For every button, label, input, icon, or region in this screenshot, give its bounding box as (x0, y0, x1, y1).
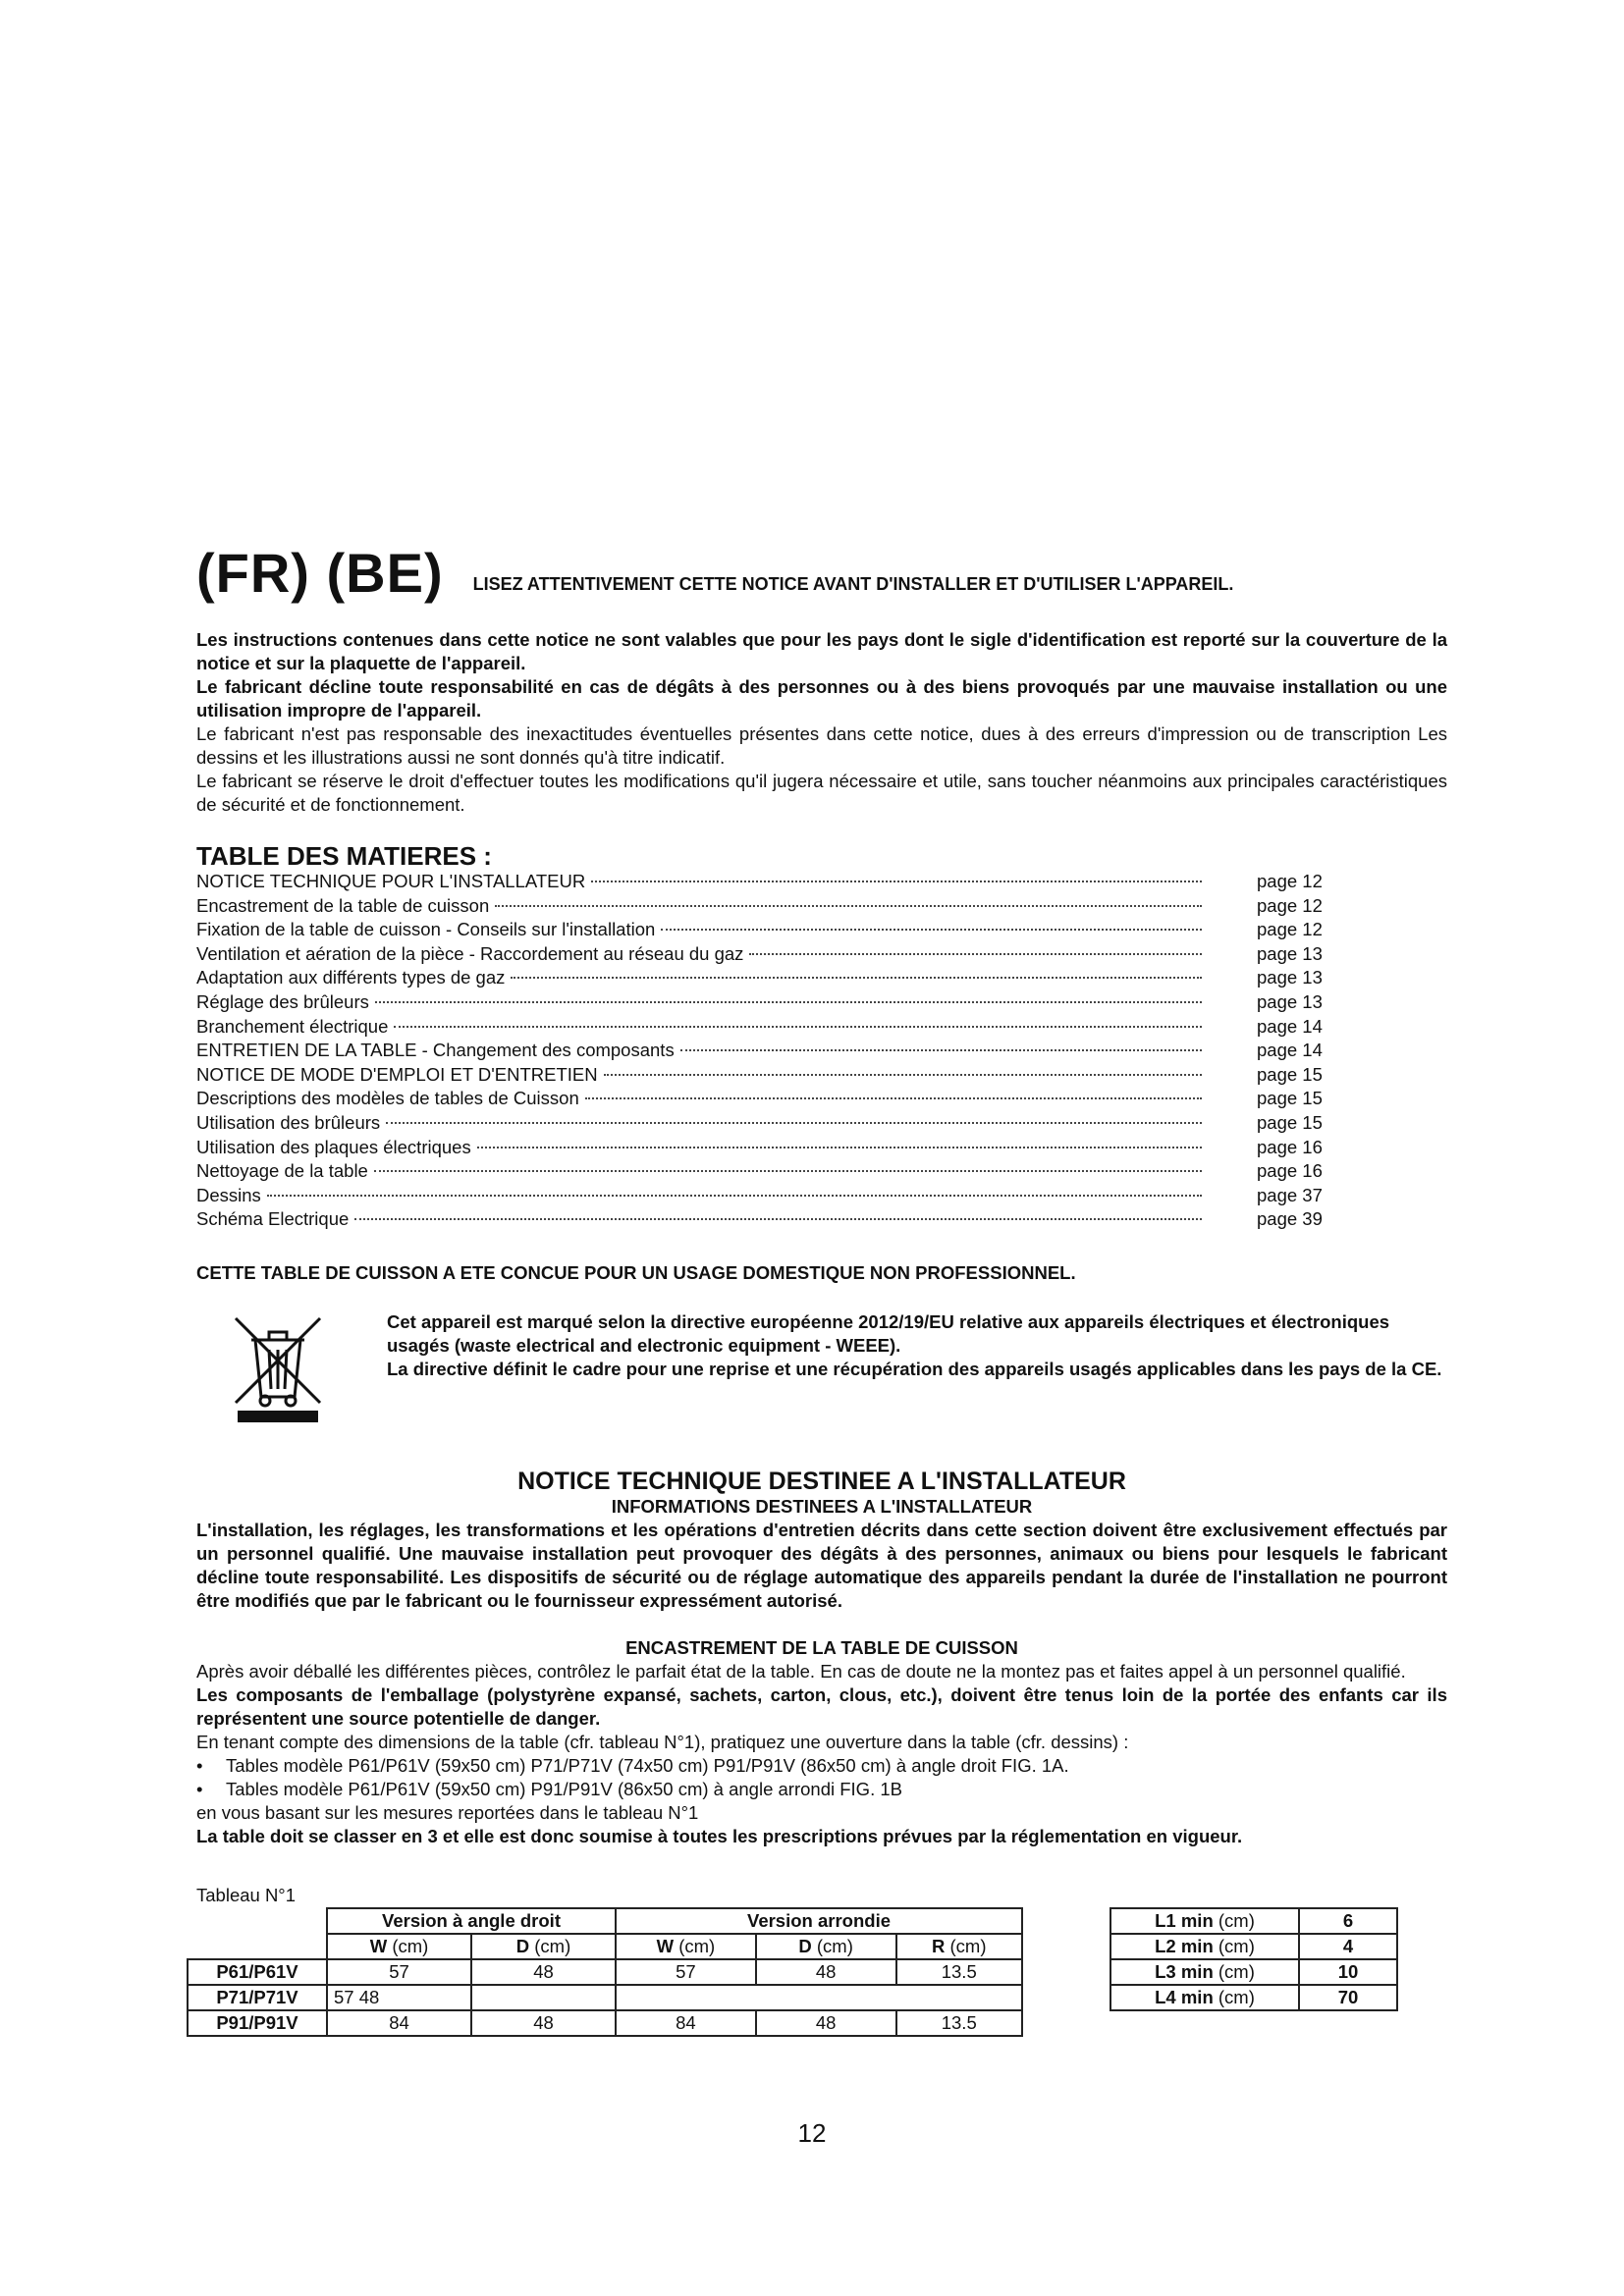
toc-label: ENTRETIEN DE LA TABLE - Changement des composants (196, 1040, 675, 1061)
toc-row (196, 870, 1375, 894)
table-caption: Tableau N°1 (196, 1884, 296, 1905)
minimum-distances-table (1110, 1907, 1398, 2011)
opening-instructions: En tenant compte des dimensions de la table (cfr. tableau N°1), pratiquez une ouverture dans la table (cfr. dessins) : (196, 1731, 1129, 1752)
weee-section (196, 1310, 1447, 1428)
toc-leader-dots (585, 1097, 1202, 1099)
toc-label: Nettoyage de la table (196, 1160, 368, 1182)
table-cell: L3 min (cm) (1110, 1959, 1299, 1985)
page-number: 12 (797, 2118, 827, 2148)
read-carefully-warning: LISEZ ATTENTIVEMENT CETTE NOTICE AVANT D'INSTALLER ET D'UTILISER L'APPAREIL. (472, 574, 1234, 594)
table-row (1110, 1908, 1397, 1934)
toc-leader-dots (386, 1122, 1202, 1124)
table-cell: 70 (1299, 1985, 1397, 2010)
table-cell: L4 min (cm) (1110, 1985, 1299, 2010)
toc-label: Ventilation et aération de la pièce - Raccordement au réseau du gaz (196, 942, 744, 964)
column-header: D (cm) (471, 1934, 616, 1959)
toc-leader-dots (354, 1218, 1202, 1220)
table-cell: 48 (756, 2010, 896, 2036)
toc-leader-dots (267, 1195, 1202, 1197)
toc-label: NOTICE DE MODE D'EMPLOI ET D'ENTRETIEN (196, 1063, 598, 1085)
weee-text (387, 1310, 1447, 1428)
encastrement-title: ENCASTREMENT DE LA TABLE DE CUISSON (625, 1636, 1018, 1658)
toc-row (196, 1087, 1375, 1111)
toc-leader-dots (591, 881, 1202, 882)
intro-inaccuracies: Le fabricant n'est pas responsable des inexactitudes éventuelles présentes dans cette notice, dues à des erreurs d'impression ou de transcription Les dessins et les illustrations aussi ne sont donnés qu'à titre indicatif. (196, 723, 1447, 768)
toc-leader-dots (495, 905, 1202, 907)
group-right-angle: Version à angle droit (327, 1908, 616, 1934)
toc-page: page 12 (1257, 894, 1323, 916)
toc-page: page 16 (1257, 1160, 1323, 1182)
toc-row (196, 966, 1375, 990)
dimensions-table (187, 1907, 1023, 2037)
table-cell: 48 (756, 1959, 896, 1985)
table-cell: L2 min (cm) (1110, 1934, 1299, 1959)
toc-label: Dessins (196, 1184, 261, 1205)
toc-label: Adaptation aux différents types de gaz (196, 967, 506, 988)
weee-bin-icon (226, 1310, 344, 1428)
table-row (188, 2010, 1022, 2036)
column-header: W (cm) (616, 1934, 756, 1959)
class-notice: La table doit se classer en 3 et elle est donc soumise à toutes les prescriptions prévues par la réglementation en vigueur. (196, 1825, 1243, 1846)
installer-section-title: NOTICE TECHNIQUE DESTINEE A L'INSTALLATEUR (517, 1467, 1126, 1495)
column-header: D (cm) (756, 1934, 896, 1959)
toc-row (196, 990, 1375, 1015)
model-list (196, 1754, 1447, 1801)
weee-directive: Cet appareil est marqué selon la directive européenne 2012/19/EU relative aux appareils électriques et électroniques usagés (waste electrical and electronic equipment - WEEE). (387, 1310, 1390, 1356)
table-cell: 10 (1299, 1959, 1397, 1985)
table-row (188, 1959, 1022, 1985)
table-cell: L1 min (cm) (1110, 1908, 1299, 1934)
toc-row (196, 1159, 1375, 1184)
encastrement-check: Après avoir déballé les différentes pièces, contrôlez le parfait état de la table. En cas de doute ne la montez pas et faites appel à un personnel qualifié. (196, 1660, 1406, 1682)
list-item: • Tables modèle P61/P61V (59x50 cm) P91/P91V (86x50 cm) à angle arrondi FIG. 1B (196, 1778, 1447, 1801)
toc-page: page 12 (1257, 871, 1323, 891)
table-row (188, 1908, 1022, 1934)
table-row (1110, 1934, 1397, 1959)
table-cell: 84 (616, 2010, 756, 2036)
language-codes: (FR) (BE) (196, 542, 444, 604)
column-header: R (cm) (896, 1934, 1023, 1959)
table-row (188, 1985, 1022, 2010)
intro-modifications: Le fabricant se réserve le droit d'effectuer toutes les modifications qu'il jugera nécessaire et utile, sans toucher néanmoins aux principales caractéristiques de sécurité et de fonctionnement. (196, 771, 1447, 815)
document-page (196, 542, 1447, 2055)
list-item: • Tables modèle P61/P61V (59x50 cm) P71/P71V (74x50 cm) P91/P91V (86x50 cm) à angle droit FIG. 1A. (196, 1754, 1447, 1778)
column-header: W (cm) (327, 1934, 471, 1959)
toc-leader-dots (511, 977, 1202, 979)
measures-note: en vous basant sur les mesures reportées dans le tableau N°1 (196, 1801, 699, 1823)
packaging-warning: Les composants de l'emballage (polystyrène expansé, sachets, carton, clous, etc.), doivent être tenus loin de la portée des enfants car ils représentent une source potentielle de danger. (196, 1683, 1447, 1729)
toc-row (196, 1111, 1375, 1136)
table-cell: 48 (471, 2010, 616, 2036)
toc-page: page 13 (1257, 942, 1323, 964)
table-cell: 84 (327, 2010, 471, 2036)
row-model: P91/P91V (188, 2010, 327, 2036)
toc-row (196, 1015, 1375, 1040)
toc-label: Fixation de la table de cuisson - Conseils sur l'installation (196, 919, 656, 940)
toc-row (196, 1039, 1375, 1063)
toc-leader-dots (375, 1001, 1202, 1003)
toc-label: Encastrement de la table de cuisson (196, 894, 490, 916)
toc-row (196, 918, 1375, 942)
table-cell: 6 (1299, 1908, 1397, 1934)
installer-text: L'installation, les réglages, les transformations et les opérations d'entretien décrits dans cette section doivent être exclusivement effectués par un personnel qualifié. Une mauvaise installation peut provoquer des dégâts à des personnes, animaux ou biens pour lesquels le fabricant décline toute responsabilité. Les dispositifs de sécurité ou de réglage automatique des appareils pendant la durée de l'installation ne pourront être modifiés que par le fabricant ou le fournisseur expressément autorisé. (196, 1519, 1447, 1611)
intro-validity: Les instructions contenues dans cette notice ne sont valables que pour les pays dont le sigle d'identification est reporté sur la couverture de la notice et sur la plaquette de l'appareil. (196, 629, 1447, 673)
table-row (1110, 1985, 1397, 2010)
toc-page: page 14 (1257, 1015, 1323, 1037)
table-of-contents (196, 870, 1447, 1232)
installer-subtitle: INFORMATIONS DESTINEES A L'INSTALLATEUR (611, 1495, 1033, 1517)
table-cell (471, 1985, 616, 2010)
toc-label: Utilisation des plaques électriques (196, 1136, 471, 1157)
intro-liability: Le fabricant décline toute responsabilité en cas de dégâts à des personnes ou à des biens provoqués par une mauvaise installation ou une utilisation impropre de l'appareil. (196, 676, 1447, 721)
page-header (196, 542, 1447, 604)
table-cell: 13.5 (896, 2010, 1023, 2036)
toc-page: page 13 (1257, 990, 1323, 1012)
toc-leader-dots (477, 1147, 1202, 1148)
row-model: P71/P71V (188, 1985, 327, 2010)
toc-page: page 14 (1257, 1040, 1323, 1061)
toc-page: page 15 (1257, 1063, 1323, 1085)
toc-title: TABLE DES MATIERES : (196, 841, 492, 871)
toc-page: page 37 (1257, 1184, 1323, 1205)
table-cell: 13.5 (896, 1959, 1023, 1985)
domestic-use-notice: CETTE TABLE DE CUISSON A ETE CONCUE POUR UN USAGE DOMESTIQUE NON PROFESSIONNEL. (196, 1261, 1076, 1283)
toc-label: Schéma Electrique (196, 1208, 350, 1230)
toc-leader-dots (394, 1026, 1202, 1028)
toc-leader-dots (680, 1049, 1202, 1051)
toc-label: NOTICE TECHNIQUE POUR L'INSTALLATEUR (196, 871, 586, 891)
table-cell: 57 48 (327, 1985, 471, 2010)
toc-page: page 15 (1257, 1111, 1323, 1133)
toc-page: page 13 (1257, 967, 1323, 988)
toc-leader-dots (604, 1074, 1202, 1076)
tables-area (196, 1907, 1447, 2055)
table-cell: 57 (327, 1959, 471, 1985)
table-row (188, 1934, 1022, 1959)
toc-label: Utilisation des brûleurs (196, 1111, 381, 1133)
toc-row (196, 942, 1375, 967)
toc-leader-dots (661, 929, 1202, 931)
weee-framework: La directive définit le cadre pour une reprise et une récupération des appareils usagés applicables dans les pays de la CE. (387, 1358, 1442, 1379)
toc-leader-dots (749, 953, 1202, 955)
toc-label: Branchement électrique (196, 1015, 389, 1037)
group-rounded: Version arrondie (616, 1908, 1022, 1934)
toc-row (196, 894, 1375, 919)
table-row (1110, 1959, 1397, 1985)
toc-row (196, 1063, 1375, 1088)
toc-page: page 12 (1257, 919, 1323, 940)
toc-page: page 16 (1257, 1136, 1323, 1157)
row-model: P61/P61V (188, 1959, 327, 1985)
table-cell: 48 (471, 1959, 616, 1985)
toc-page: page 15 (1257, 1088, 1323, 1109)
table-cell (616, 1985, 1022, 2010)
toc-label: Réglage des brûleurs (196, 990, 369, 1012)
table-cell: 57 (616, 1959, 756, 1985)
toc-leader-dots (374, 1170, 1202, 1172)
table-cell: 4 (1299, 1934, 1397, 1959)
toc-page: page 39 (1257, 1208, 1323, 1230)
toc-row (196, 1184, 1375, 1208)
toc-row (196, 1207, 1375, 1232)
toc-row (196, 1136, 1375, 1160)
toc-label: Descriptions des modèles de tables de Cuisson (196, 1088, 579, 1109)
